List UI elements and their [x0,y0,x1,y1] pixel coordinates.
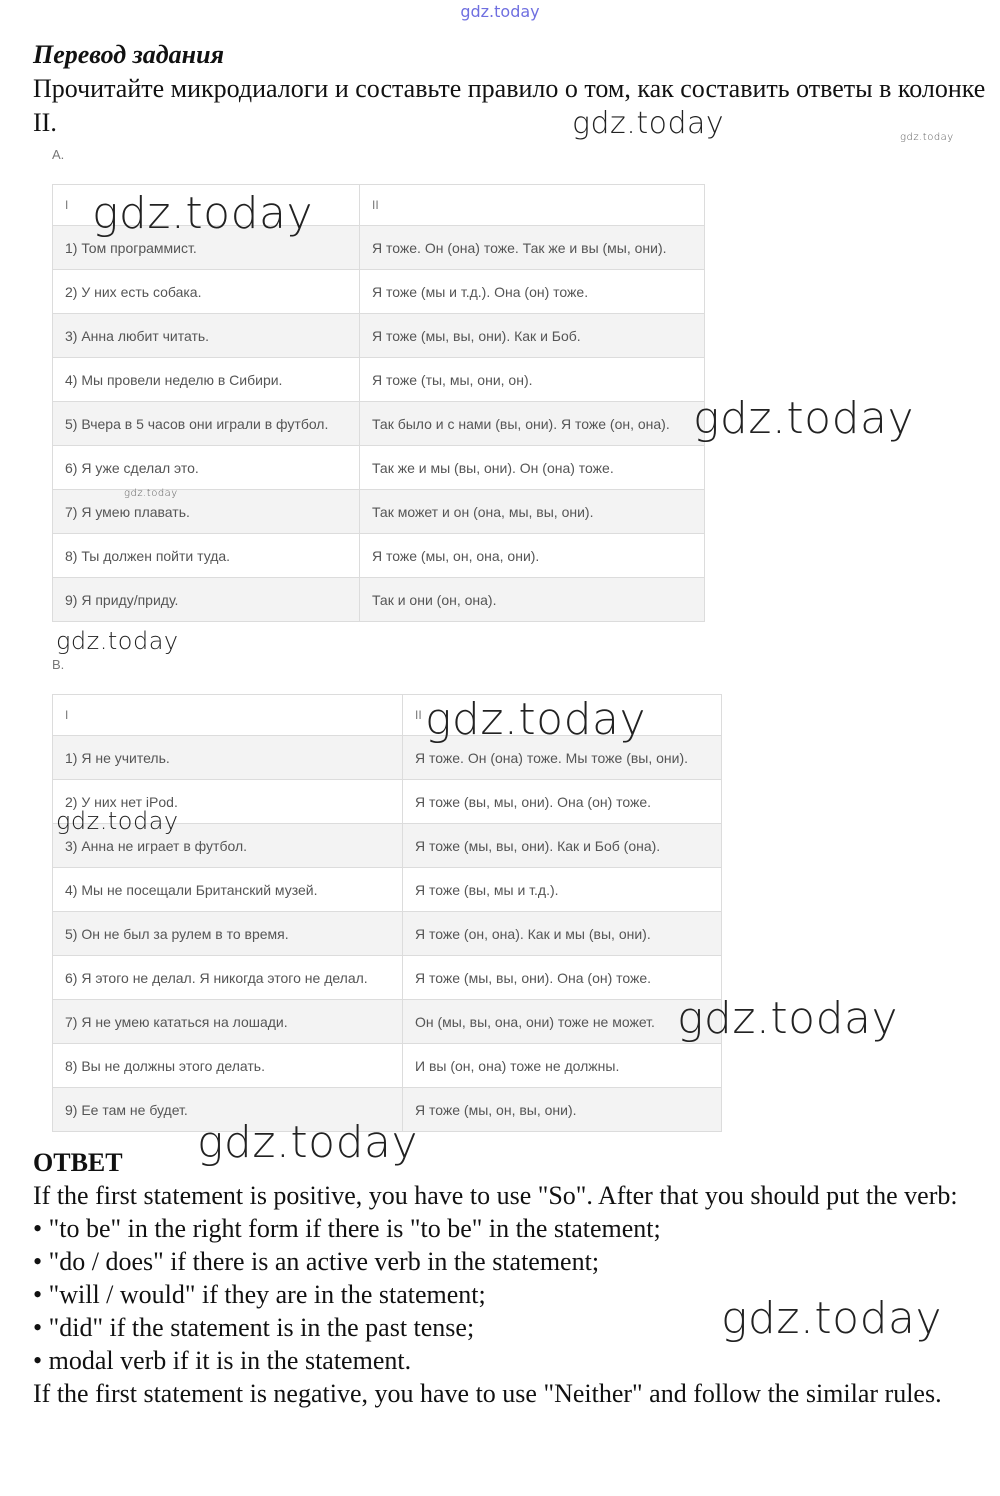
response-cell: Я тоже (мы, он, она, они). [360,534,705,578]
response-cell: Я тоже (ты, мы, они, он). [360,358,705,402]
answer-bullet: • "do / does" if there is an active verb in the statement; [33,1247,600,1276]
statement-cell: 9) Я приду/приду. [53,578,360,622]
response-cell: Я тоже (мы, он, вы, они). [403,1088,722,1132]
watermark: gdz.today [56,807,179,835]
table-a [52,184,705,622]
statement-cell: 1) Том программист. [53,226,360,270]
watermark: gdz.today [197,1117,419,1168]
response-cell: Я тоже (мы, вы, они). Как и Боб. [360,314,705,358]
table-row [53,402,705,446]
answer-section [33,1146,993,1410]
table-row [53,956,722,1000]
header-cell: I [53,695,403,736]
response-cell: Я тоже (вы, мы и т.д.). [403,868,722,912]
watermark: gdz.today [900,132,954,143]
table-row [53,314,705,358]
answer-bullet: • "to be" in the right form if there is "to be" in the statement; [33,1214,661,1243]
statement-cell: 3) Анна любит читать. [53,314,360,358]
table-row [53,868,722,912]
table-row [53,1000,722,1044]
header-cell: II [403,695,722,736]
table-row [53,912,722,956]
table-row [53,534,705,578]
answer-bullet: • modal verb if it is in the statement. [33,1346,412,1375]
table-row [53,270,705,314]
response-cell: Так и они (он, она). [360,578,705,622]
section-a-label: A. [52,147,65,162]
answer-title: ОТВЕТ [33,1148,123,1177]
watermark: gdz.today [693,393,915,444]
response-cell: Я тоже (мы, вы, они). Как и Боб (она). [403,824,722,868]
response-cell: Я тоже (вы, мы, они). Она (он) тоже. [403,780,722,824]
statement-cell: 4) Мы не посещали Британский музей. [53,868,403,912]
header-cell: I [53,185,360,226]
answer-outro: If the first statement is negative, you have to use "Neither" and follow the similar rules. [33,1379,942,1408]
response-cell: Так может и он (она, мы, вы, они). [360,490,705,534]
response-cell: Я тоже. Он (она) тоже. Мы тоже (вы, они). [403,736,722,780]
statement-cell: 8) Вы не должны этого делать. [53,1044,403,1088]
statement-cell: 2) У них нет iPod. [53,780,403,824]
top-watermark: gdz.today [460,2,540,21]
watermark: gdz.today [56,627,179,655]
watermark: gdz.today [572,106,725,141]
watermark: gdz.today [677,993,899,1044]
watermark: gdz.today [721,1293,943,1344]
statement-cell: 8) Ты должен пойти туда. [53,534,360,578]
statement-cell: 3) Анна не играет в футбол. [53,824,403,868]
table-b [52,694,722,1132]
statement-cell: 9) Ее там не будет. [53,1088,403,1132]
table-row [53,1044,722,1088]
response-cell: Я тоже. Он (она) тоже. Так же и вы (мы, они). [360,226,705,270]
response-cell: Так было и с нами (вы, они). Я тоже (он, она). [360,402,705,446]
table-row [53,446,705,490]
statement-cell: 1) Я не учитель. [53,736,403,780]
page-title: Перевод задания [33,40,224,69]
statement-cell: 6) Я уже сделал это. [53,446,360,490]
watermark: gdz.today [425,694,647,745]
answer-bullet: • "did" if the statement is in the past tense; [33,1313,475,1342]
table-row [53,358,705,402]
statement-cell: 2) У них есть собака. [53,270,360,314]
response-cell: Я тоже (мы, вы, они). Она (он) тоже. [403,956,722,1000]
statement-cell: 5) Вчера в 5 часов они играли в футбол. [53,402,360,446]
answer-bullet: • "will / would" if they are in the statement; [33,1280,486,1309]
table-row [53,578,705,622]
header-cell: II [360,185,705,226]
response-cell: Я тоже (мы и т.д.). Она (он) тоже. [360,270,705,314]
statement-cell: 4) Мы провели неделю в Сибири. [53,358,360,402]
watermark: gdz.today [92,188,314,239]
watermark: gdz.today [124,488,178,499]
response-cell: Он (мы, вы, она, они) тоже не может. [403,1000,722,1044]
response-cell: Я тоже (он, она). Как и мы (вы, они). [403,912,722,956]
section-b-label: B. [52,657,65,672]
response-cell: Так же и мы (вы, они). Он (она) тоже. [360,446,705,490]
statement-cell: 7) Я не умею кататься на лошади. [53,1000,403,1044]
statement-cell: 6) Я этого не делал. Я никогда этого не делал. [53,956,403,1000]
task-text: Прочитайте микродиалоги и составьте правило о том, как составить ответы в колонке II. [33,74,986,137]
response-cell: И вы (он, она) тоже не должны. [403,1044,722,1088]
statement-cell: 7) Я умею плавать. [53,490,360,534]
answer-intro: If the first statement is positive, you have to use "So". After that you should put the verb: [33,1181,958,1210]
statement-cell: 5) Он не был за рулем в то время. [53,912,403,956]
